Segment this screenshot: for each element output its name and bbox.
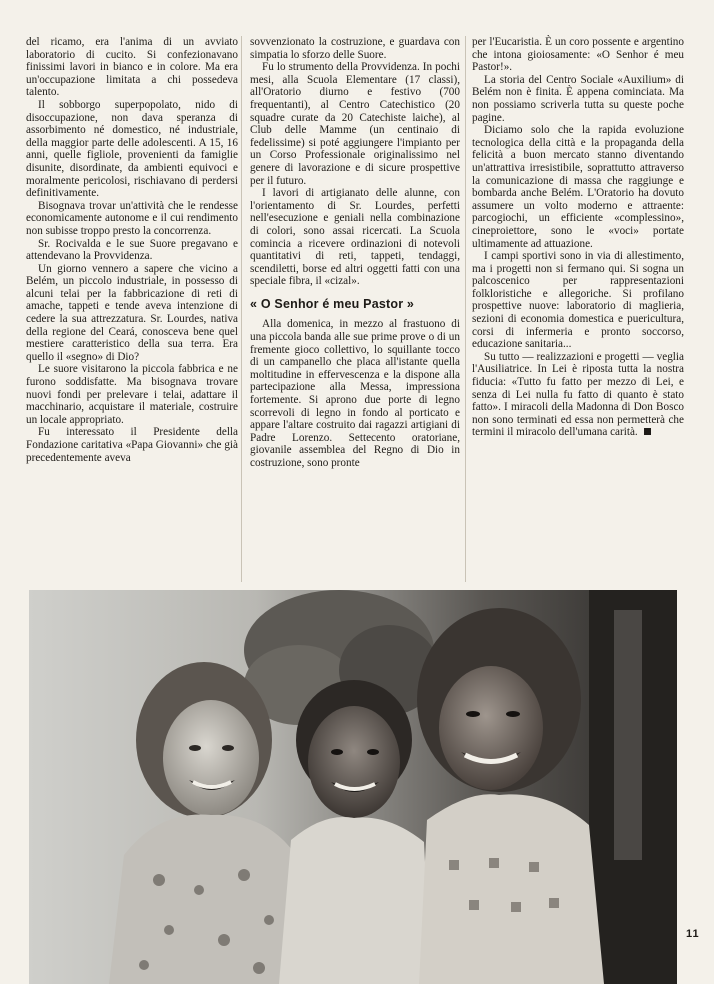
photo-three-smiling-girls [29, 590, 677, 984]
paragraph: Il sobborgo superpopolato, nido di disoccupazione, non dava speranza di assorbimento né domestico, né industriale, della maggior parte delle adolescenti. A 15, 16 anni, quelle figliole, provenienti da famiglie disunite, disordinate, da ambienti equivoci e moralmente pericolosi, rischiavano di perdersi definitivamente. [26, 98, 238, 200]
paragraph: Le suore visitarono la piccola fabbrica e ne furono soddisfatte. Ma bisognava trovare nuovi fondi per prelevare i telai, adattare il macchinario, acquistare il materiale, costruire un locale appropriato. [26, 363, 238, 426]
paragraph: La storia del Centro Sociale «Auxilium» di Belém non è finita. È appena cominciata. Ma non possiamo scriverla tutta su queste poche pagine. [472, 73, 684, 124]
section-heading: « O Senhor é meu Pastor » [250, 296, 415, 311]
paragraph: per l'Eucaristia. È un coro possente e argentino che intona gioiosamente: «O Senhor é meu Pastor!». [472, 36, 684, 74]
paragraph-text: Su tutto — realizzazioni e progetti — veglia l'Ausiliatrice. In Lei è riposta tutta la nostra fiducia: «Tutto fu fatto per mezzo di Lei, e senza di Lei nulla fu fatto di quanto è stato fatto». I miracoli della Madonna di Don Bosco non sono terminati ed essa non permetterà che termini il miracolo dell'umana carità. [472, 350, 684, 439]
paragraph: sovvenzionato la costruzione, e guardava con simpatia lo sforzo delle Suore. [250, 36, 460, 61]
paragraph: Diciamo solo che la rapida evoluzione tecnologica della città e la propaganda della felicità a buon mercato stanno diventando un'attrattiva irresistibile, soprattutto attraverso la comunicazione di massa che raggiunge e bombarda anche Belém. L'Oratorio ha dovuto assumere un volto moderno e attraente: parcogiochi, un efficiente «complessino», cineproiettore, sono le «voci» portate ultimamente ad attuazione. [472, 124, 684, 250]
text-column-2 [250, 36, 460, 470]
paragraph [472, 351, 684, 439]
paragraph: Bisognava trovar un'attività che le rendesse economicamente autonome e il cui rendimento non subisse troppo presto la concorrenza. [26, 199, 238, 237]
paragraph: Un giorno vennero a sapere che vicino a Belém, un piccolo industriale, in possesso di alcuni telai per la fabbricazione di reti di amache, tappeti e tende aveva intenzione di cedere la sua attrezzatura. Sr. Lourdes, nativa della regione del Ceará, conosceva bene quel mestiere caratteristico della sua terra. Era quello il «segno» di Dio? [26, 262, 238, 363]
paragraph: Fu lo strumento della Provvidenza. In pochi mesi, alla Scuola Elementare (17 classi), all'Oratorio diurno e festivo (700 frequentanti), al Centro Catechistico (20 squadre curate da 20 Catechiste laiche), al Club delle Mamme (un centinaio di fedelissime) si poté aggiungere l'impianto per un Corso Professionale originalissimo nel genere di lavorazione e di sicure prospettive per il futuro. [250, 61, 460, 187]
end-of-article-mark [644, 428, 651, 435]
paragraph: I campi sportivi sono in via di allestimento, ma i progetti non si fermano qui. Si sogna un palcoscenico per rappresentazioni folkloristiche e allegoriche. Si profilano prospettive nuove: laboratorio di maglieria, sezioni di economia domestica e puericultura, corsi di infermeria e pronto soccorso, educazione sanitaria... [472, 250, 684, 351]
column-divider [241, 36, 242, 582]
paragraph: I lavori di artigianato delle alunne, con l'orientamento di Sr. Lourdes, perfetti nell'esecuzione e geniali nella combinazione di colori, sono assai ricercati. La Scuola comincia a ricevere ordinazioni di notevoli quantitativi di reti, tappeti, tendaggi, scendiletti, borse ed altri oggetti fatti con una speciale fibra, il «cizal». [250, 187, 460, 288]
paragraph: Fu interessato il Presidente della Fondazione caritativa «Papa Giovanni» che già precedentemente aveva [26, 426, 238, 464]
text-column-3 [472, 36, 684, 439]
text-column-1 [26, 36, 238, 464]
paragraph: Sr. Rocivalda e le sue Suore pregavano e attendevano la Provvidenza. [26, 237, 238, 263]
column-divider [465, 36, 466, 582]
paragraph: Alla domenica, in mezzo al frastuono di una piccola banda alle sue prime prove o di un fremente gioco collettivo, lo squillante tocco di un campanello che placa all'istante quella moltitudine in effervescenza e la dispone alla partecipazione alla Messa, impressiona fortemente. Si aprono due porte di legno scorrevoli di legno in fondo al porticato e appare l'altare costruito dai ragazzi artigiani di Padre Lorenzo. Settecento oratoriane, giovanile assemblea del Regno di Dio in costruzione, sono pronte [250, 318, 460, 469]
page-number: 11 [686, 928, 700, 940]
paragraph: del ricamo, era l'anima di un avviato laboratorio di cucito. Si confezionavano finissimi lavori in bianco e in colore. Ma era un'occupazione limitata a chi possedeva talento. [26, 36, 238, 99]
